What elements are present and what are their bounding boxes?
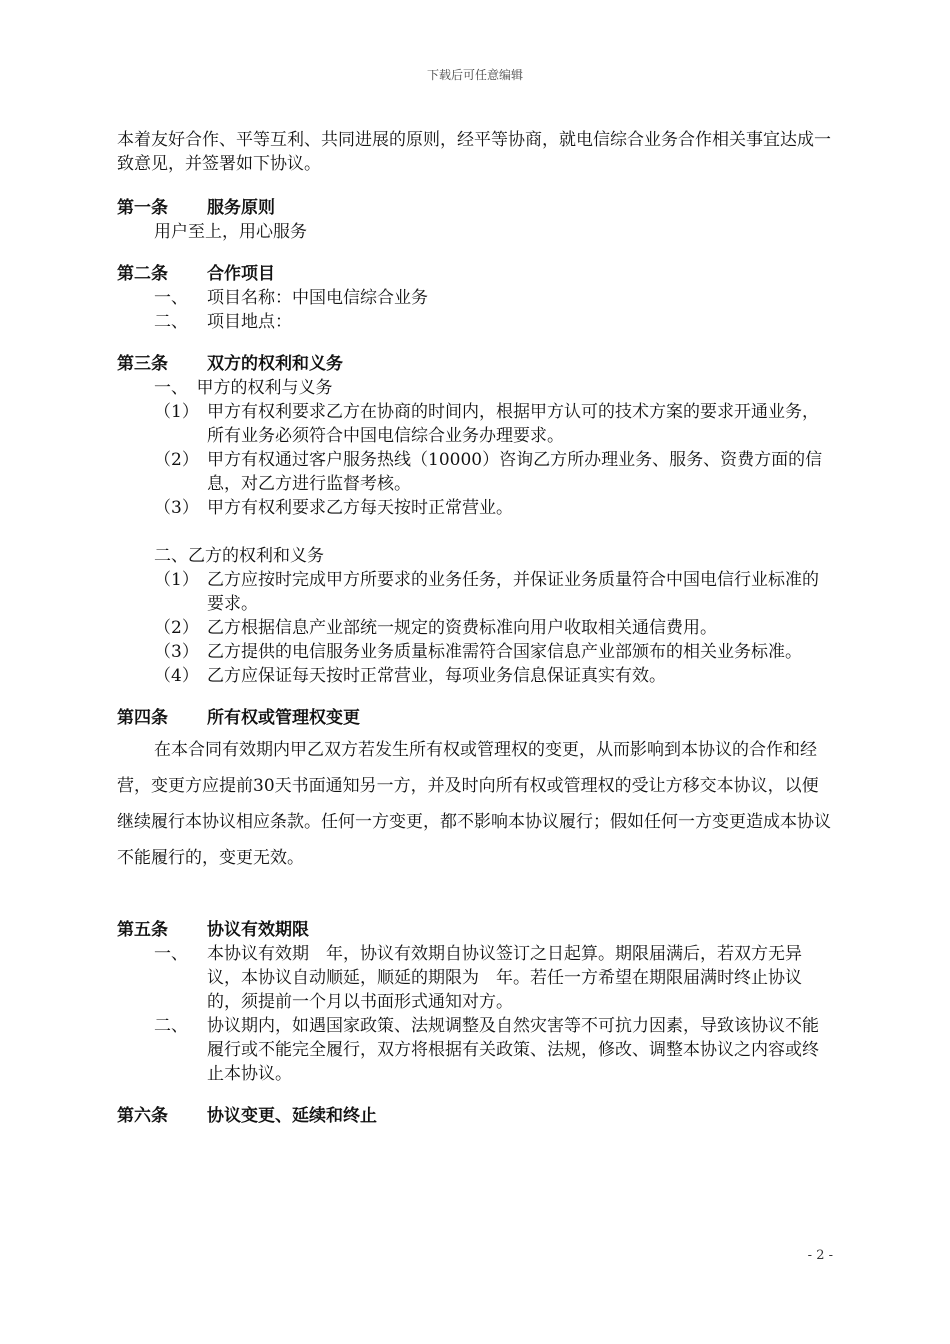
- article-2-heading: [117, 262, 833, 286]
- item-number: （2）: [154, 450, 199, 470]
- article-title: 合作项目: [207, 264, 275, 284]
- article-6: [117, 1104, 833, 1128]
- list-item: [117, 942, 833, 1014]
- item-text: 项目名称：中国电信综合业务: [207, 288, 428, 308]
- article-2: [117, 262, 833, 334]
- item-number: （1）: [154, 570, 199, 590]
- item-text: 乙方提供的电信服务业务质量标准需符合国家信息产业部颁布的相关业务标准。: [207, 642, 802, 662]
- item-text: 乙方应保证每天按时正常营业，每项业务信息保证真实有效。: [207, 666, 666, 686]
- item-text: 协议期内，如遇国家政策、法规调整及自然灾害等不可抗力因素，导致该协议不能履行或不能完全履行，双方将根据有关政策、法规，修改、调整本协议之内容或终止本协议。: [207, 1016, 819, 1084]
- item-text: 乙方应按时完成甲方所要求的业务任务，并保证业务质量符合中国电信行业标准的要求。: [207, 570, 819, 614]
- article-number: 第一条: [117, 198, 168, 218]
- article-6-heading: [117, 1104, 833, 1128]
- article-4-text: 在本合同有效期内甲乙双方若发生所有权或管理权的变更，从而影响到本协议的合作和经营，变更方应提前30天书面通知另一方，并及时向所有权或管理权的受让方移交本协议，以便继续履行本协议相应条款。任何一方变更，都不影响本协议履行；假如任何一方变更造成本协议不能履行的，变更无效。: [117, 740, 831, 868]
- article-number: 第六条: [117, 1106, 168, 1126]
- list-item: [117, 448, 833, 496]
- item-number: 二、: [154, 1016, 188, 1036]
- subsection-title: 一、 甲方的权利与义务: [154, 378, 333, 398]
- list-item: [117, 640, 833, 664]
- article-4-heading: [117, 706, 833, 730]
- spacer: [117, 520, 833, 544]
- article-number: 第二条: [117, 264, 168, 284]
- item-text: 甲方有权利要求乙方每天按时正常营业。: [207, 498, 513, 518]
- item-number: （4）: [154, 666, 199, 686]
- list-item: [117, 616, 833, 640]
- item-text: 乙方根据信息产业部统一规定的资费标准向用户收取相关通信费用。: [207, 618, 717, 638]
- subsection-title: 二、乙方的权利和义务: [154, 546, 324, 566]
- article-1: [117, 196, 833, 244]
- article-3-heading: [117, 352, 833, 376]
- article-5-heading: [117, 918, 833, 942]
- item-number: （2）: [154, 618, 199, 638]
- document-body: [117, 128, 833, 1146]
- list-item: [117, 286, 833, 310]
- article-title: 协议有效期限: [207, 920, 309, 940]
- list-item: [117, 496, 833, 520]
- item-text: 甲方有权通过客户服务热线（10000）咨询乙方所办理业务、服务、资费方面的信息，对乙方进行监督考核。: [207, 450, 823, 494]
- list-item: [117, 310, 833, 334]
- item-number: （3）: [154, 642, 199, 662]
- article-3: [117, 352, 833, 688]
- article-number: 第三条: [117, 354, 168, 374]
- item-number: 一、: [154, 944, 188, 964]
- article-title: 服务原则: [207, 198, 275, 218]
- article-title: 双方的权利和义务: [207, 354, 343, 374]
- spacer: [117, 894, 833, 918]
- list-item: [117, 400, 833, 448]
- article-title: 所有权或管理权变更: [207, 708, 360, 728]
- page-number: - 2 -: [807, 1248, 833, 1263]
- article-5: [117, 918, 833, 1086]
- article-title: 协议变更、延续和终止: [207, 1106, 377, 1126]
- intro-paragraph: 本着友好合作、平等互利、共同进展的原则，经平等协商，就电信综合业务合作相关事宜达成一致意见，并签署如下协议。: [117, 130, 831, 174]
- item-number: 二、: [154, 312, 188, 332]
- article-1-heading: [117, 196, 833, 220]
- item-text: 项目地点：: [207, 312, 292, 332]
- article-number: 第五条: [117, 920, 168, 940]
- item-text: 甲方有权利要求乙方在协商的时间内，根据甲方认可的技术方案的要求开通业务，所有业务必须符合中国电信综合业务办理要求。: [207, 402, 819, 446]
- page-header: 下载后可任意编辑: [426, 68, 523, 82]
- item-text: 本协议有效期 年，协议有效期自协议签订之日起算。期限届满后，若双方无异议，本协议自动顺延，顺延的期限为 年。若任一方希望在期限届满时终止协议的，须提前一个月以书面形式通知对方。: [207, 944, 802, 1012]
- item-number: 一、: [154, 288, 188, 308]
- list-item: [117, 664, 833, 688]
- item-number: （1）: [154, 402, 199, 422]
- article-number: 第四条: [117, 708, 168, 728]
- item-number: （3）: [154, 498, 199, 518]
- article-1-text: 用户至上，用心服务: [154, 222, 307, 242]
- article-4: [117, 706, 833, 876]
- list-item: [117, 568, 833, 616]
- list-item: [117, 1014, 833, 1086]
